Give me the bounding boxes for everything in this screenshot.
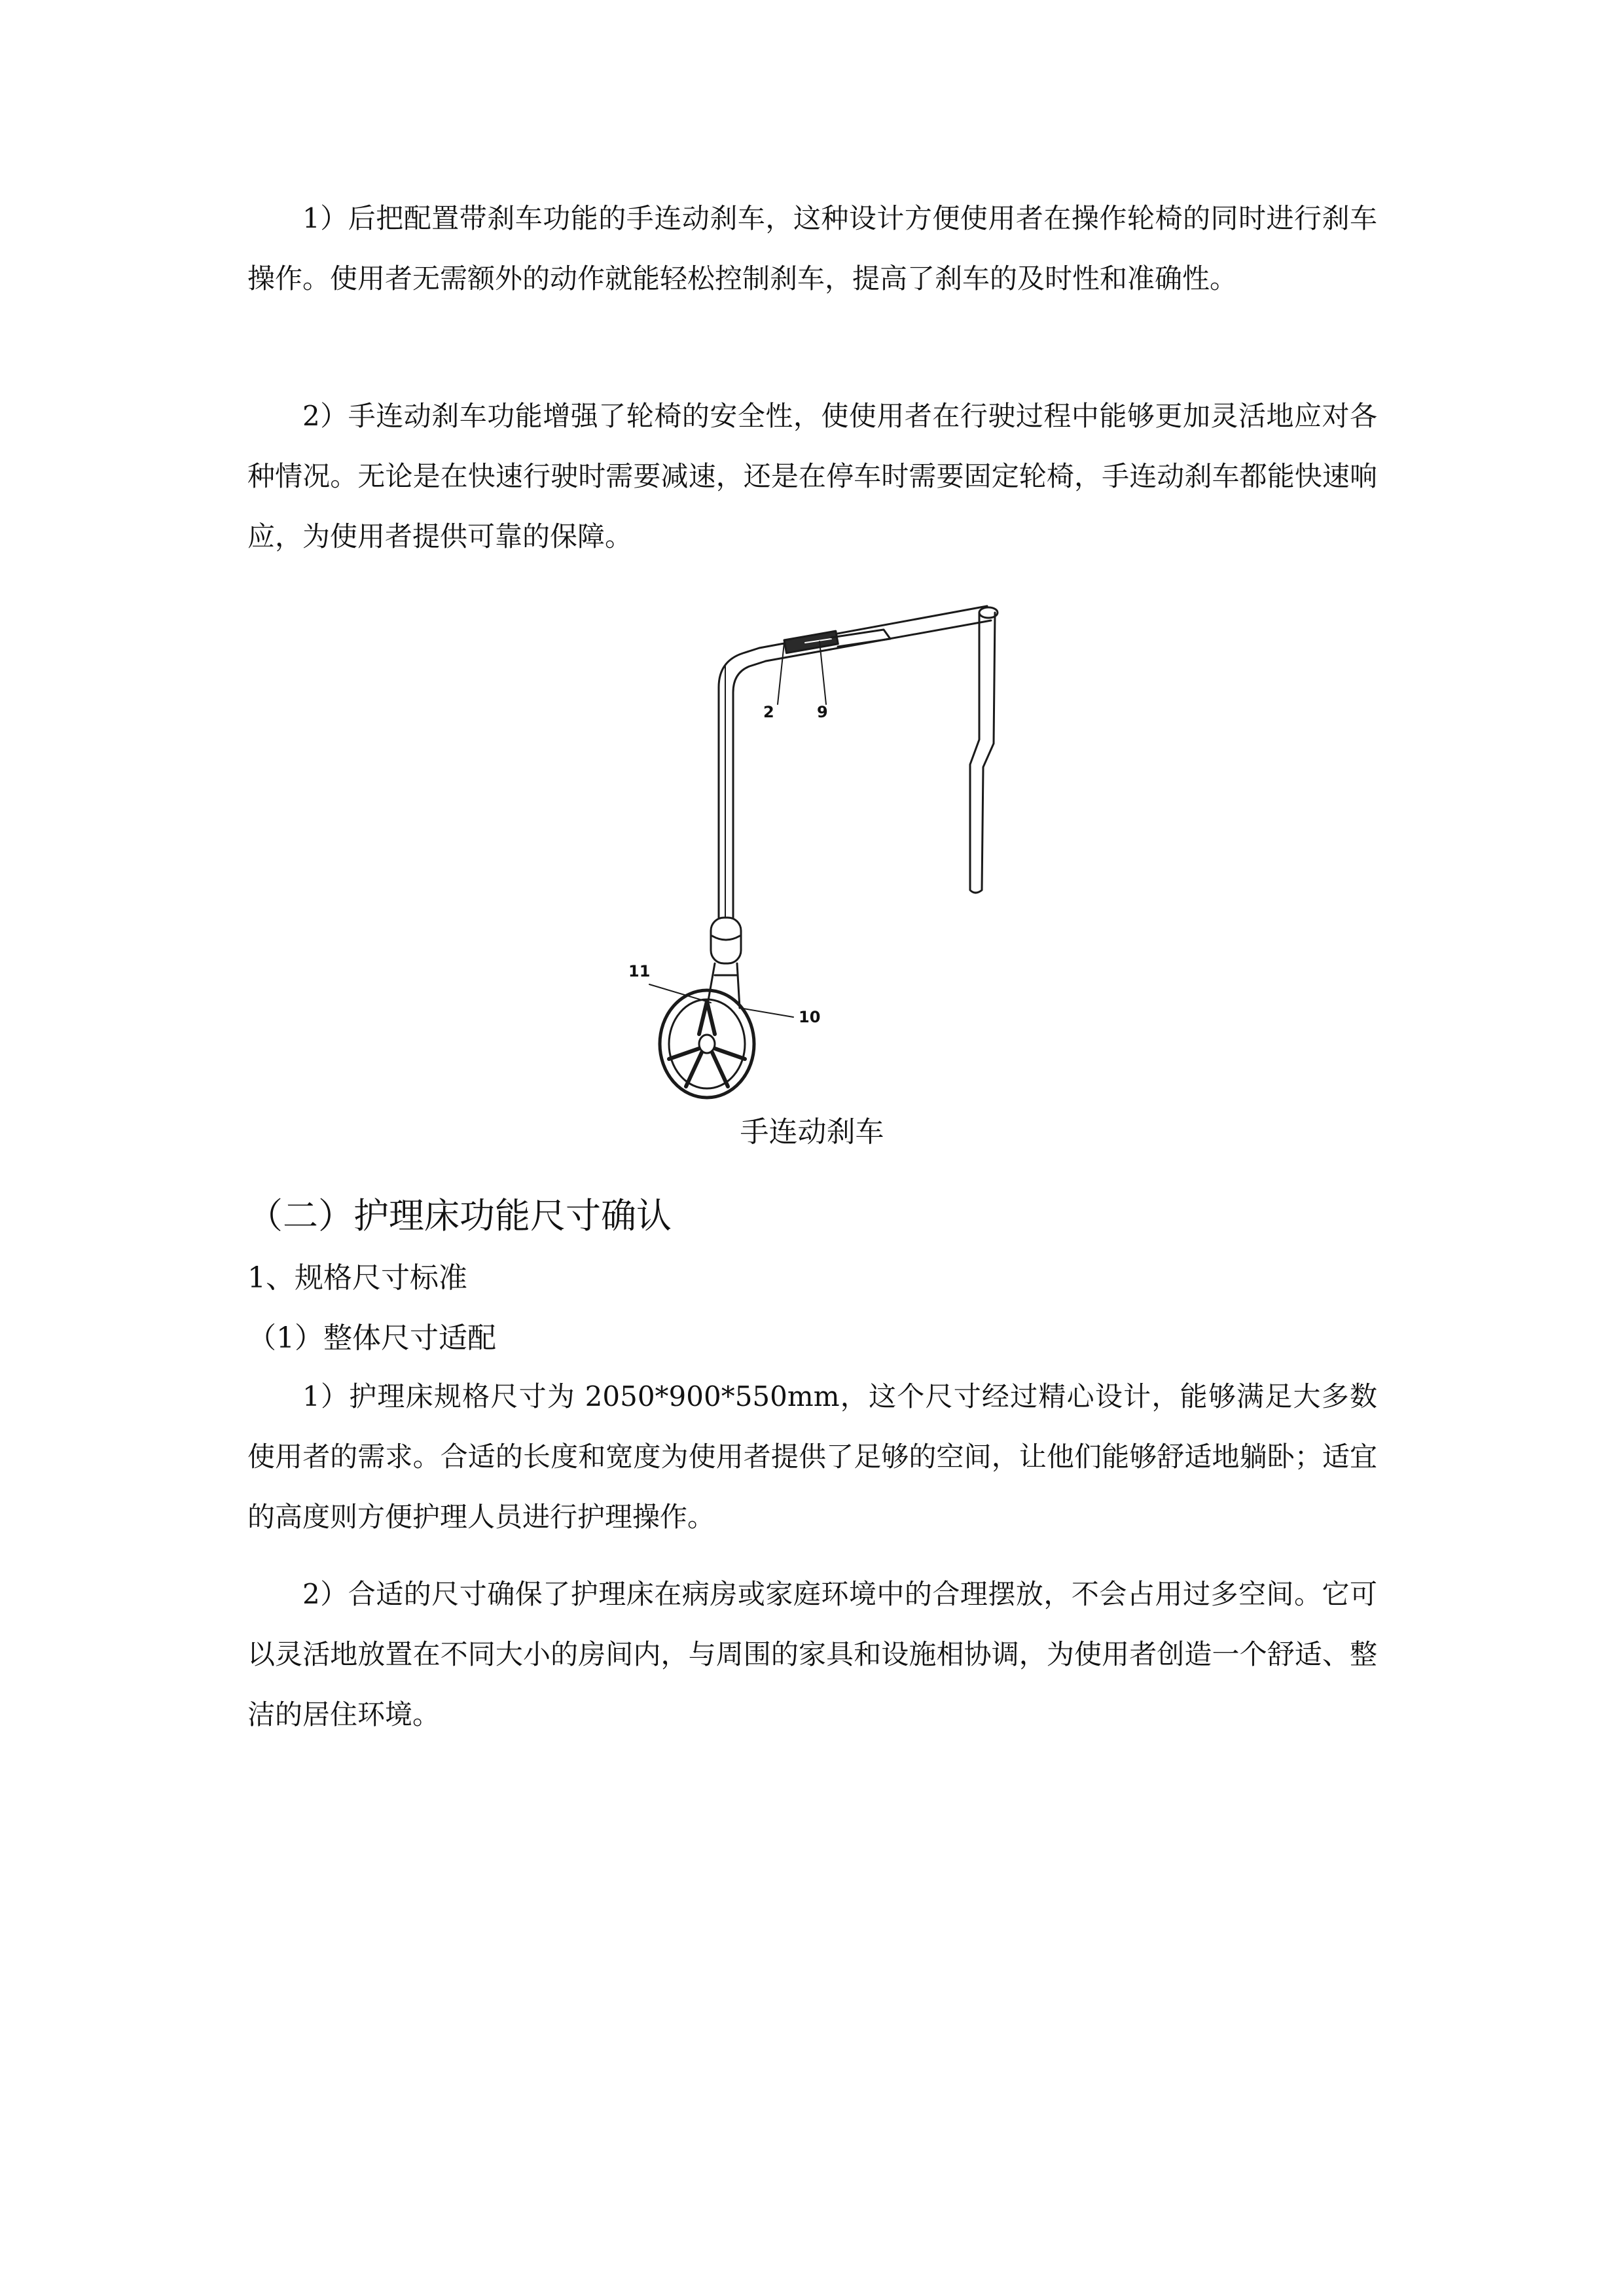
subsection-heading: 1、规格尺寸标准 bbox=[247, 1261, 467, 1295]
subsubsection-heading: （1）整体尺寸适配 bbox=[247, 1321, 496, 1355]
paragraph-brake-safety: 2）手连动刹车功能增强了轮椅的安全性，使使用者在行驶过程中能够更加灵活地应对各种情况。无论是在快速行驶时需要减速，还是在停车时需要固定轮椅，手连动刹车都能快速响应，为使用者提供可靠的保障。 bbox=[247, 400, 1377, 552]
hand-brake-figure bbox=[609, 583, 1015, 1106]
wheelchair-frame-drawing bbox=[609, 583, 1015, 1106]
section-heading: （二）护理床功能尺寸确认 bbox=[247, 1195, 672, 1236]
paragraph-bed-size: 1）护理床规格尺寸为 2050*900*550mm，这个尺寸经过精心设计，能够满足大多数使用者的需求。合适的长度和宽度为使用者提供了足够的空间，让他们能够舒适地躺卧；适宜的高度则方便护理人员进行护理操作。 bbox=[247, 1380, 1377, 1533]
callout-9: 9 bbox=[817, 703, 828, 721]
right-post bbox=[970, 613, 995, 893]
paragraph-bed-placement: 2）合适的尺寸确保了护理床在病房或家庭环境中的合理摆放，不会占用过多空间。它可以灵活地放置在不同大小的房间内，与周围的家具和设施相协调，为使用者创造一个舒适、整洁的居住环境。 bbox=[247, 1578, 1377, 1731]
paragraph-brake-design: 1）后把配置带刹车功能的手连动刹车，这种设计方便使用者在操作轮椅的同时进行刹车操作。使用者无需额外的动作就能轻松控制刹车，提高了刹车的及时性和准确性。 bbox=[247, 202, 1377, 295]
callout-2: 2 bbox=[763, 703, 774, 721]
callout-10: 10 bbox=[799, 1008, 821, 1026]
callout-11: 11 bbox=[628, 962, 651, 980]
figure-caption: 手连动刹车 bbox=[740, 1115, 884, 1149]
